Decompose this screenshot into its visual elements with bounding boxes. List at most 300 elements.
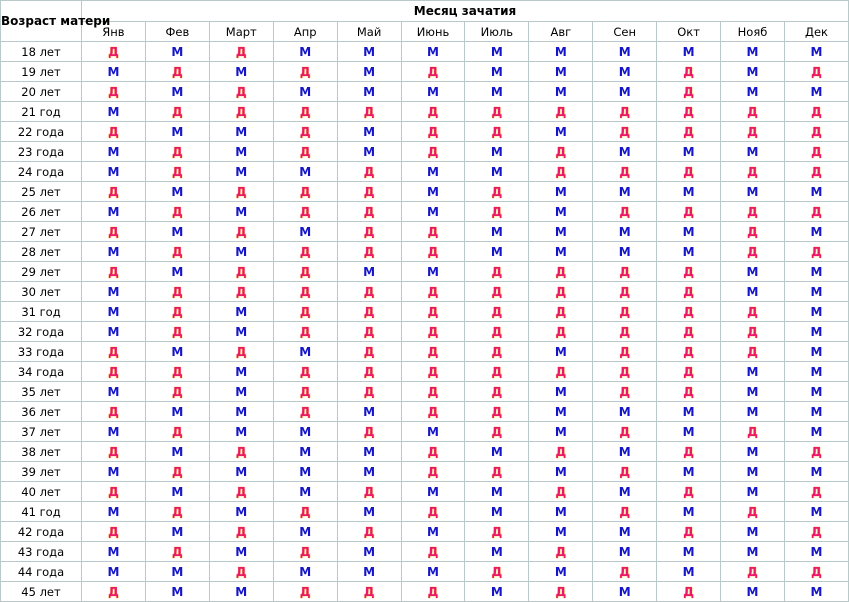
- gender-cell: М: [657, 502, 721, 522]
- gender-cell: Д: [721, 242, 785, 262]
- gender-cell: Д: [657, 62, 721, 82]
- gender-cell: М: [784, 402, 848, 422]
- gender-cell: Д: [337, 222, 401, 242]
- gender-cell: М: [145, 342, 209, 362]
- gender-cell: М: [209, 362, 273, 382]
- gender-cell: М: [593, 82, 657, 102]
- gender-cell: М: [529, 402, 593, 422]
- gender-cell: Д: [465, 382, 529, 402]
- gender-cell: М: [657, 242, 721, 262]
- gender-cell: М: [145, 562, 209, 582]
- gender-cell: М: [209, 462, 273, 482]
- month-header: Месяц зачатия: [82, 1, 849, 22]
- gender-cell: Д: [657, 82, 721, 102]
- gender-cell: Д: [593, 562, 657, 582]
- table-row: [1, 362, 849, 382]
- gender-cell: Д: [657, 482, 721, 502]
- gender-cell: Д: [465, 102, 529, 122]
- gender-cell: Д: [465, 322, 529, 342]
- gender-cell: Д: [82, 442, 146, 462]
- header-row: [1, 1, 849, 22]
- gender-cell: Д: [784, 482, 848, 502]
- gender-cell: М: [529, 522, 593, 542]
- gender-cell: Д: [593, 282, 657, 302]
- gender-cell: М: [529, 222, 593, 242]
- table-row: [1, 502, 849, 522]
- month-names-row: [1, 22, 849, 42]
- gender-cell: М: [401, 262, 465, 282]
- gender-cell: М: [465, 62, 529, 82]
- gender-cell: М: [337, 562, 401, 582]
- gender-cell: М: [721, 522, 785, 542]
- gender-cell: М: [209, 322, 273, 342]
- gender-cell: М: [337, 502, 401, 522]
- gender-cell: М: [721, 142, 785, 162]
- gender-cell: Д: [529, 262, 593, 282]
- gender-cell: М: [529, 422, 593, 442]
- gender-cell: Д: [593, 502, 657, 522]
- gender-cell: Д: [401, 142, 465, 162]
- gender-cell: Д: [657, 362, 721, 382]
- gender-cell: Д: [784, 102, 848, 122]
- gender-cell: Д: [145, 382, 209, 402]
- gender-cell: М: [401, 522, 465, 542]
- gender-cell: М: [593, 142, 657, 162]
- gender-cell: Д: [273, 102, 337, 122]
- gender-cell: Д: [273, 382, 337, 402]
- gender-cell: М: [145, 182, 209, 202]
- gender-cell: Д: [273, 242, 337, 262]
- gender-cell: М: [529, 562, 593, 582]
- gender-cell: М: [401, 162, 465, 182]
- age-cell: 30 лет: [1, 282, 82, 302]
- gender-cell: М: [784, 222, 848, 242]
- gender-cell: Д: [465, 282, 529, 302]
- month-column-header: Окт: [657, 22, 721, 42]
- gender-cell: Д: [593, 202, 657, 222]
- gender-cell: М: [721, 542, 785, 562]
- table-row: [1, 162, 849, 182]
- gender-cell: Д: [465, 302, 529, 322]
- gender-cell: М: [337, 82, 401, 102]
- gender-cell: М: [209, 422, 273, 442]
- table-row: [1, 242, 849, 262]
- gender-cell: Д: [465, 562, 529, 582]
- gender-cell: М: [337, 62, 401, 82]
- gender-cell: Д: [82, 582, 146, 602]
- table-row: [1, 402, 849, 422]
- gender-cell: Д: [209, 182, 273, 202]
- gender-cell: Д: [273, 402, 337, 422]
- gender-cell: Д: [721, 562, 785, 582]
- gender-cell: Д: [784, 562, 848, 582]
- gender-cell: Д: [529, 582, 593, 602]
- gender-cell: Д: [273, 262, 337, 282]
- gender-cell: Д: [657, 102, 721, 122]
- month-column-header: Нояб: [721, 22, 785, 42]
- gender-cell: М: [529, 62, 593, 82]
- age-cell: 26 лет: [1, 202, 82, 222]
- gender-cell: Д: [82, 122, 146, 142]
- gender-cell: Д: [337, 322, 401, 342]
- gender-cell: М: [82, 202, 146, 222]
- gender-cell: М: [657, 562, 721, 582]
- gender-cell: Д: [145, 322, 209, 342]
- age-cell: 28 лет: [1, 242, 82, 262]
- gender-cell: Д: [784, 62, 848, 82]
- gender-cell: Д: [657, 122, 721, 142]
- gender-cell: М: [465, 542, 529, 562]
- gender-cell: Д: [529, 282, 593, 302]
- gender-cell: М: [529, 42, 593, 62]
- gender-cell: М: [273, 422, 337, 442]
- gender-cell: М: [529, 382, 593, 402]
- gender-cell: Д: [529, 102, 593, 122]
- gender-cell: Д: [401, 582, 465, 602]
- gender-cell: Д: [721, 322, 785, 342]
- gender-cell: Д: [337, 362, 401, 382]
- gender-cell: Д: [529, 162, 593, 182]
- gender-cell: М: [82, 462, 146, 482]
- gender-cell: М: [273, 462, 337, 482]
- gender-cell: М: [657, 142, 721, 162]
- gender-cell: М: [209, 122, 273, 142]
- month-column-header: Дек: [784, 22, 848, 42]
- gender-cell: Д: [401, 442, 465, 462]
- gender-cell: М: [273, 482, 337, 502]
- gender-cell: М: [273, 522, 337, 542]
- gender-cell: М: [145, 222, 209, 242]
- gender-cell: Д: [145, 302, 209, 322]
- gender-cell: М: [529, 182, 593, 202]
- gender-cell: Д: [593, 302, 657, 322]
- gender-cell: Д: [401, 322, 465, 342]
- gender-cell: Д: [337, 182, 401, 202]
- gender-cell: М: [657, 462, 721, 482]
- gender-cell: М: [465, 42, 529, 62]
- gender-cell: М: [273, 42, 337, 62]
- month-column-header: Март: [209, 22, 273, 42]
- gender-cell: М: [273, 562, 337, 582]
- gender-cell: М: [209, 542, 273, 562]
- age-cell: 43 года: [1, 542, 82, 562]
- gender-cell: М: [82, 542, 146, 562]
- gender-cell: Д: [401, 242, 465, 262]
- table-row: [1, 522, 849, 542]
- gender-cell: Д: [529, 362, 593, 382]
- gender-cell: Д: [145, 422, 209, 442]
- gender-cell: М: [784, 262, 848, 282]
- gender-cell: Д: [657, 282, 721, 302]
- gender-cell: М: [401, 482, 465, 502]
- gender-cell: Д: [209, 102, 273, 122]
- age-cell: 37 лет: [1, 422, 82, 442]
- gender-cell: Д: [465, 182, 529, 202]
- gender-cell: М: [529, 122, 593, 142]
- gender-cell: М: [784, 42, 848, 62]
- gender-cell: М: [721, 402, 785, 422]
- age-cell: 21 год: [1, 102, 82, 122]
- month-column-header: Июнь: [401, 22, 465, 42]
- gender-cell: Д: [209, 222, 273, 242]
- gender-cell: Д: [593, 422, 657, 442]
- gender-cell: М: [593, 242, 657, 262]
- gender-cell: М: [209, 402, 273, 422]
- gender-cell: М: [784, 282, 848, 302]
- gender-cell: Д: [273, 582, 337, 602]
- gender-cell: М: [145, 582, 209, 602]
- table-row: [1, 342, 849, 362]
- gender-cell: Д: [273, 142, 337, 162]
- gender-cell: Д: [273, 122, 337, 142]
- gender-cell: М: [82, 162, 146, 182]
- age-cell: 22 года: [1, 122, 82, 142]
- gender-cell: М: [465, 582, 529, 602]
- gender-cell: Д: [657, 442, 721, 462]
- age-cell: 45 лет: [1, 582, 82, 602]
- gender-cell: М: [721, 442, 785, 462]
- gender-cell: М: [784, 302, 848, 322]
- gender-cell: Д: [529, 542, 593, 562]
- age-cell: 44 года: [1, 562, 82, 582]
- gender-cell: М: [401, 422, 465, 442]
- age-cell: 18 лет: [1, 42, 82, 62]
- gender-cell: Д: [273, 62, 337, 82]
- gender-cell: Д: [209, 82, 273, 102]
- gender-cell: М: [784, 542, 848, 562]
- gender-cell: Д: [401, 342, 465, 362]
- gender-cell: М: [82, 142, 146, 162]
- gender-cell: М: [593, 542, 657, 562]
- gender-cell: М: [209, 142, 273, 162]
- gender-cell: М: [401, 562, 465, 582]
- gender-cell: М: [721, 282, 785, 302]
- gender-cell: М: [209, 242, 273, 262]
- gender-cell: Д: [82, 182, 146, 202]
- gender-cell: Д: [721, 422, 785, 442]
- gender-cell: Д: [784, 242, 848, 262]
- gender-cell: Д: [593, 162, 657, 182]
- gender-cell: Д: [593, 122, 657, 142]
- gender-cell: Д: [337, 342, 401, 362]
- gender-cell: Д: [82, 42, 146, 62]
- gender-cell: М: [337, 542, 401, 562]
- gender-cell: М: [337, 402, 401, 422]
- gender-cell: Д: [657, 322, 721, 342]
- gender-cell: Д: [145, 282, 209, 302]
- gender-cell: Д: [337, 382, 401, 402]
- gender-cell: М: [593, 522, 657, 542]
- gender-cell: Д: [337, 102, 401, 122]
- table-row: [1, 282, 849, 302]
- age-cell: 32 года: [1, 322, 82, 342]
- gender-cell: М: [82, 382, 146, 402]
- gender-cell: М: [82, 302, 146, 322]
- gender-cell: М: [209, 582, 273, 602]
- gender-cell: М: [657, 42, 721, 62]
- table-row: [1, 202, 849, 222]
- month-column-header: Янв: [82, 22, 146, 42]
- gender-cell: М: [209, 382, 273, 402]
- age-cell: 31 год: [1, 302, 82, 322]
- gender-cell: М: [529, 502, 593, 522]
- gender-cell: Д: [273, 202, 337, 222]
- gender-cell: Д: [721, 162, 785, 182]
- gender-cell: М: [593, 442, 657, 462]
- gender-cell: Д: [337, 422, 401, 442]
- gender-cell: Д: [209, 562, 273, 582]
- gender-cell: Д: [721, 502, 785, 522]
- gender-cell: Д: [337, 522, 401, 542]
- month-column-header: Июль: [465, 22, 529, 42]
- gender-cell: Д: [784, 142, 848, 162]
- table-row: [1, 422, 849, 442]
- gender-cell: Д: [337, 282, 401, 302]
- gender-cell: М: [401, 202, 465, 222]
- gender-cell: М: [593, 42, 657, 62]
- gender-cell: Д: [82, 262, 146, 282]
- gender-cell: М: [721, 582, 785, 602]
- age-cell: 40 лет: [1, 482, 82, 502]
- gender-cell: М: [529, 202, 593, 222]
- gender-cell: Д: [657, 342, 721, 362]
- gender-cell: М: [593, 582, 657, 602]
- gender-cell: Д: [721, 222, 785, 242]
- gender-cell: Д: [209, 282, 273, 302]
- gender-cell: М: [721, 182, 785, 202]
- gender-cell: М: [209, 202, 273, 222]
- gender-cell: М: [465, 82, 529, 102]
- gender-cell: Д: [657, 582, 721, 602]
- gender-cell: М: [529, 242, 593, 262]
- table-row: [1, 82, 849, 102]
- gender-cell: Д: [145, 102, 209, 122]
- month-column-header: Апр: [273, 22, 337, 42]
- age-cell: 24 года: [1, 162, 82, 182]
- gender-cell: М: [784, 82, 848, 102]
- gender-cell: Д: [593, 342, 657, 362]
- table-row: [1, 262, 849, 282]
- table-row: [1, 42, 849, 62]
- gender-cell: М: [784, 502, 848, 522]
- month-column-header: Сен: [593, 22, 657, 42]
- gender-cell: М: [145, 442, 209, 462]
- gender-cell: Д: [145, 542, 209, 562]
- table-row: [1, 542, 849, 562]
- gender-cell: М: [273, 162, 337, 182]
- gender-cell: Д: [145, 162, 209, 182]
- gender-cell: Д: [145, 502, 209, 522]
- table-row: [1, 582, 849, 602]
- gender-cell: Д: [337, 162, 401, 182]
- gender-cell: Д: [529, 482, 593, 502]
- gender-cell: М: [721, 462, 785, 482]
- gender-cell: Д: [209, 442, 273, 462]
- gender-cell: Д: [657, 302, 721, 322]
- age-cell: 33 года: [1, 342, 82, 362]
- gender-cell: Д: [529, 442, 593, 462]
- gender-cell: Д: [82, 82, 146, 102]
- gender-cell: М: [273, 82, 337, 102]
- gender-cell: Д: [529, 302, 593, 322]
- gender-cell: Д: [145, 142, 209, 162]
- gender-cell: М: [82, 62, 146, 82]
- gender-cell: Д: [401, 302, 465, 322]
- gender-cell: М: [82, 242, 146, 262]
- gender-cell: М: [465, 442, 529, 462]
- gender-cell: Д: [337, 582, 401, 602]
- gender-cell: М: [465, 502, 529, 522]
- gender-cell: Д: [209, 482, 273, 502]
- gender-cell: М: [721, 262, 785, 282]
- gender-cell: М: [784, 322, 848, 342]
- gender-cell: Д: [209, 522, 273, 542]
- gender-cell: М: [784, 182, 848, 202]
- gender-cell: Д: [82, 482, 146, 502]
- gender-cell: Д: [145, 462, 209, 482]
- gender-cell: М: [721, 482, 785, 502]
- gender-cell: М: [657, 402, 721, 422]
- table-row: [1, 222, 849, 242]
- gender-cell: Д: [401, 502, 465, 522]
- age-cell: 39 лет: [1, 462, 82, 482]
- gender-cell: Д: [273, 282, 337, 302]
- gender-cell: Д: [465, 522, 529, 542]
- gender-cell: М: [82, 282, 146, 302]
- gender-cell: М: [337, 442, 401, 462]
- age-cell: 35 лет: [1, 382, 82, 402]
- gender-cell: М: [593, 62, 657, 82]
- gender-cell: Д: [82, 222, 146, 242]
- gender-cell: М: [82, 102, 146, 122]
- table-row: [1, 182, 849, 202]
- age-cell: 42 года: [1, 522, 82, 542]
- gender-cell: М: [784, 382, 848, 402]
- gender-cell: Д: [465, 202, 529, 222]
- gender-cell: Д: [465, 262, 529, 282]
- gender-cell: М: [593, 402, 657, 422]
- gender-cell: М: [209, 302, 273, 322]
- gender-cell: Д: [721, 342, 785, 362]
- month-column-header: Май: [337, 22, 401, 42]
- gender-cell: М: [593, 182, 657, 202]
- gender-cell: Д: [721, 122, 785, 142]
- gender-cell: Д: [337, 482, 401, 502]
- gender-cell: Д: [593, 382, 657, 402]
- gender-cell: Д: [401, 62, 465, 82]
- gender-cell: М: [721, 82, 785, 102]
- table-row: [1, 122, 849, 142]
- age-cell: 36 лет: [1, 402, 82, 422]
- gender-cell: Д: [401, 282, 465, 302]
- gender-cell: Д: [82, 362, 146, 382]
- gender-cell: Д: [401, 462, 465, 482]
- gender-cell: Д: [145, 202, 209, 222]
- table-row: [1, 382, 849, 402]
- gender-cell: Д: [657, 522, 721, 542]
- gender-cell: М: [465, 142, 529, 162]
- gender-cell: М: [82, 422, 146, 442]
- gender-cell: М: [273, 442, 337, 462]
- gender-cell: М: [593, 222, 657, 242]
- gender-cell: М: [337, 142, 401, 162]
- gender-cell: Д: [273, 302, 337, 322]
- age-cell: 20 лет: [1, 82, 82, 102]
- gender-cell: Д: [401, 382, 465, 402]
- gender-cell: Д: [784, 522, 848, 542]
- gender-cell: М: [209, 62, 273, 82]
- month-column-header: Авг: [529, 22, 593, 42]
